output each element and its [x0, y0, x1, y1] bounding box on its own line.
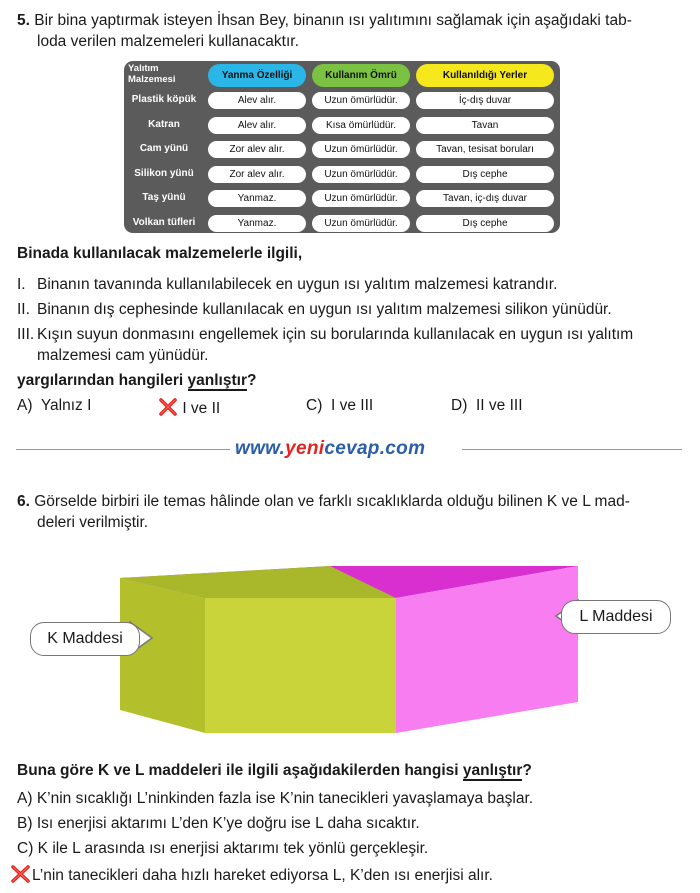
statement-3-text1: Kışın suyun donmasını engellemek için su borularında kullanılacak en uygun ısı yalıtım — [37, 326, 634, 343]
corner-line2: Malzemesi — [128, 74, 176, 85]
statement-3-text2: malzemesi cam yünüdür. — [37, 347, 209, 364]
table-row-label: Volkan tüfleri — [132, 216, 196, 228]
table-cell: Dış cephe — [416, 166, 554, 183]
q6-question-key: yanlıştır — [462, 762, 523, 779]
statement-1 — [17, 274, 557, 295]
q6-intro-line2: deleri verilmiştir. — [37, 514, 149, 531]
watermark-logo — [235, 438, 425, 460]
separator-right — [462, 449, 682, 450]
table-row-label: Plastik köpük — [131, 94, 197, 105]
statement-1-num: I. — [17, 276, 26, 293]
q6-question-pre: Buna göre K ve L maddeleri ile ilgili aşağıdakilerden hangisi — [17, 762, 463, 779]
table-cell: Kısa ömürlüdür. — [312, 117, 410, 134]
label-l-bubble: L Maddesi — [561, 600, 671, 634]
q6-option-a-text: K’nin sıcaklığı L’ninkinden fazla ise K’nin tanecikleri yavaşlamaya başlar. — [36, 790, 534, 807]
table-corner-label — [128, 63, 204, 85]
statement-2-num: II. — [17, 301, 30, 318]
insulation-table — [124, 61, 560, 233]
table-cell: Tavan — [416, 117, 554, 134]
label-k-bubble: K Maddesi — [30, 622, 140, 656]
statement-2-text: Binanın dış cephesinde kullanılacak en uygun ısı yalıtım malzemesi silikon yünüdür. — [37, 301, 612, 318]
q6-option-a-letter: A) — [17, 790, 33, 807]
table-cell: Dış cephe — [416, 215, 554, 232]
q6-option-a[interactable] — [17, 790, 533, 808]
header-burning: Yanma Özelliği — [208, 64, 306, 87]
cross-mark-icon — [10, 864, 32, 884]
q6-option-d-text: L’nin tanecikleri daha hızlı hareket ediyorsa L, K’den ısı enerjisi alır. — [32, 867, 493, 884]
statement-1-text: Binanın tavanında kullanılabilecek en uygun ısı yalıtım malzemesi katrandır. — [37, 276, 558, 293]
q5-intro-line1: Bir bina yaptırmak isteyen İhsan Bey, binanın ısı yalıtımını sağlamak için aşağıdaki tab- — [34, 12, 632, 29]
table-cell: Zor alev alır. — [208, 166, 306, 183]
table-row-label: Taş yünü — [142, 192, 186, 203]
header-usage: Kullanıldığı Yerler — [416, 64, 554, 87]
q5-option-a-text: Yalnız I — [40, 397, 92, 414]
block-k-side — [120, 578, 205, 733]
q6-question — [17, 762, 532, 780]
block-k-front — [205, 598, 396, 733]
statement-3-num: III. — [17, 326, 35, 343]
q6-option-b-letter: B) — [17, 815, 33, 832]
table-cell: Uzun ömürlüdür. — [312, 141, 410, 158]
q5-stem: Binada kullanılacak malzemelerle ilgili, — [17, 245, 303, 262]
watermark-part4: .com — [379, 438, 426, 459]
q5-question-key: yanlıştır — [187, 372, 247, 389]
q5-option-c-letter: C) — [306, 397, 323, 414]
table-cell: Zor alev alır. — [208, 141, 306, 158]
table-row-label: Cam yünü — [139, 143, 189, 154]
separator-left — [16, 449, 230, 450]
q6-intro — [17, 491, 687, 512]
table-cell: Alev alır. — [208, 117, 306, 134]
q5-option-c[interactable] — [306, 397, 373, 415]
table-cell: Yanmaz. — [208, 215, 306, 232]
statement-2 — [17, 299, 612, 320]
q5-intro-line2: loda verilen malzemeleri kullanacaktır. — [37, 33, 299, 50]
q6-intro-line1: Görselde birbiri ile temas hâlinde olan ve farklı sıcaklıklarda olduğu bilinen K ve L mad- — [34, 493, 630, 510]
table-cell: Uzun ömürlüdür. — [312, 166, 410, 183]
cross-mark-icon — [158, 397, 178, 417]
q6-number: 6. — [17, 493, 30, 510]
q6-option-b-text: Isı enerjisi aktarımı L’den K’ye doğru ise L daha sıcaktır. — [36, 815, 420, 832]
statement-3 — [17, 324, 633, 345]
q5-question-pre: yargılarından hangileri — [17, 372, 188, 389]
watermark-part2: yeni — [285, 438, 325, 459]
table-cell: Uzun ömürlüdür. — [312, 215, 410, 232]
q6-question-post: ? — [522, 762, 532, 779]
table-row-label: Katran — [148, 118, 180, 130]
corner-line1: Yalıtım — [128, 63, 159, 74]
q5-option-a-letter: A) — [17, 397, 33, 414]
table-cell: İç-dış duvar — [416, 92, 554, 109]
q6-option-c[interactable] — [17, 840, 428, 858]
q5-number: 5. — [17, 12, 30, 29]
q5-option-a[interactable] — [17, 397, 91, 415]
watermark-part3: cevap — [324, 438, 380, 459]
q5-option-d-letter: D) — [451, 397, 468, 414]
watermark-part1: www. — [235, 438, 286, 459]
q5-option-b-text: I ve II — [182, 400, 221, 417]
q6-option-c-text: K ile L arasında ısı enerjisi aktarımı tek yönlü gerçekleşir. — [37, 840, 429, 857]
table-cell: Tavan, iç-dış duvar — [416, 190, 554, 207]
table-cell: Alev alır. — [208, 92, 306, 109]
table-cell: Uzun ömürlüdür. — [312, 92, 410, 109]
q5-option-d-text: II ve III — [475, 397, 523, 414]
q5-option-b[interactable] — [158, 397, 220, 418]
table-row-label: Silikon yünü — [134, 167, 194, 179]
q5-intro — [17, 10, 687, 31]
q5-option-c-text: I ve III — [330, 397, 374, 414]
q5-question-post: ? — [247, 372, 257, 389]
table-cell: Yanmaz. — [208, 190, 306, 207]
header-lifetime: Kullanım Ömrü — [312, 64, 410, 87]
q6-option-d[interactable] — [10, 864, 493, 885]
q6-option-c-letter: C) — [17, 840, 34, 857]
q5-option-d[interactable] — [451, 397, 523, 415]
q5-question — [17, 372, 256, 390]
table-cell: Uzun ömürlüdür. — [312, 190, 410, 207]
q6-option-b[interactable] — [17, 815, 420, 833]
table-cell: Tavan, tesisat boruları — [416, 141, 554, 158]
